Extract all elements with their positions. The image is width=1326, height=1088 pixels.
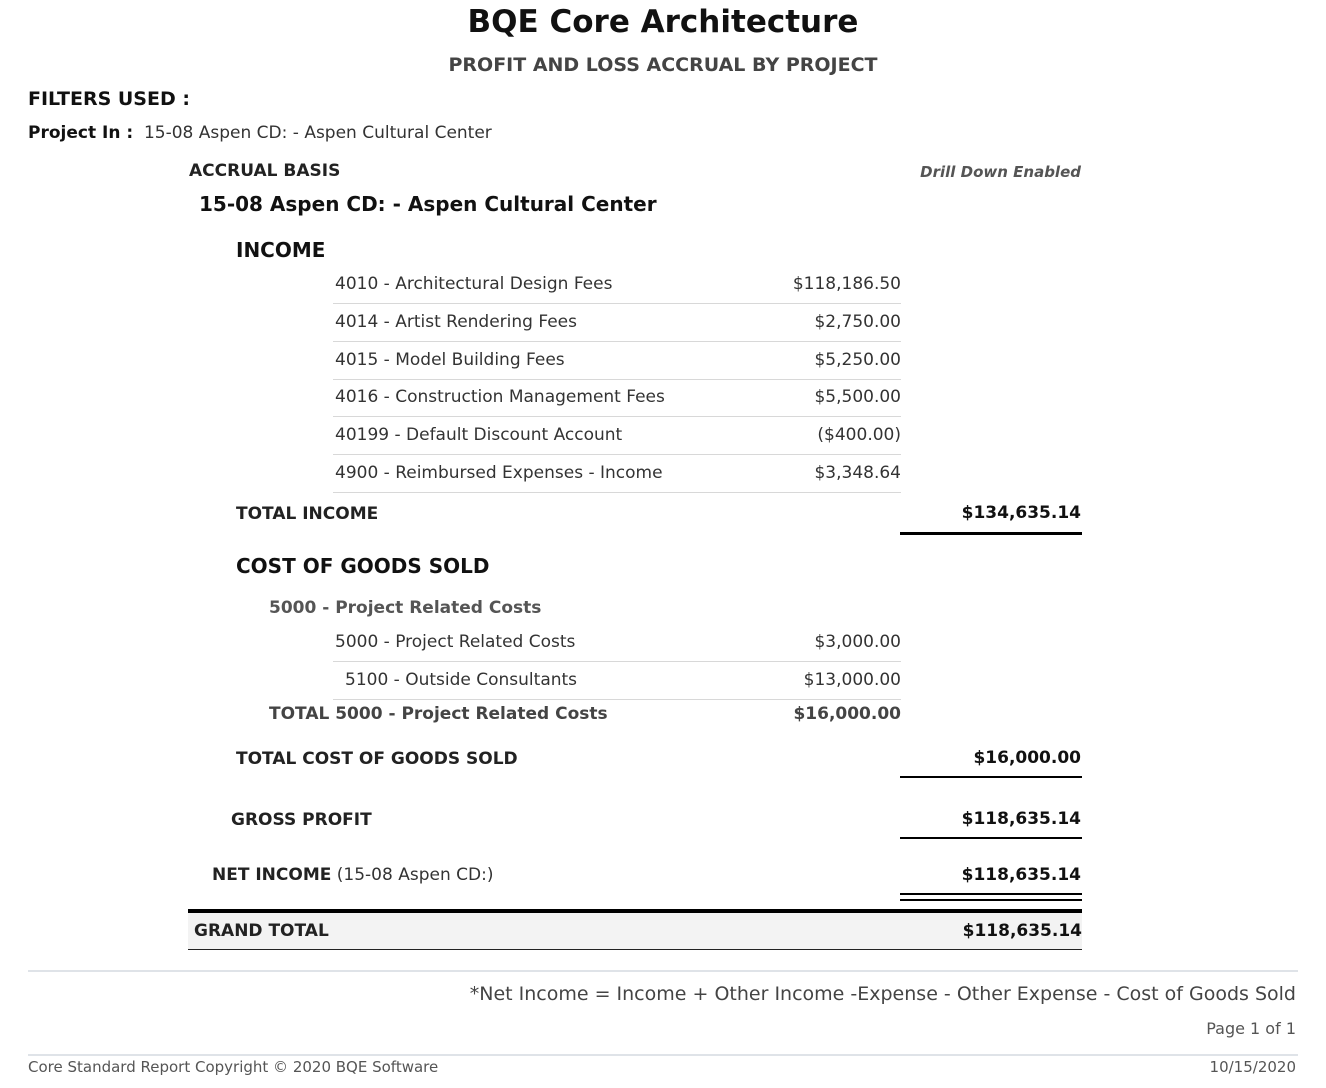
grand-total-label: GRAND TOTAL — [194, 921, 329, 941]
account-amount[interactable]: $13,000.00 — [803, 670, 901, 690]
account-amount[interactable]: $5,250.00 — [814, 350, 901, 370]
gross-profit-label: GROSS PROFIT — [231, 810, 372, 830]
report-title: PROFIT AND LOSS ACCRUAL BY PROJECT — [448, 54, 878, 76]
total-income-label: TOTAL INCOME — [236, 504, 379, 524]
account-label[interactable]: 5100 - Outside Consultants — [345, 670, 578, 690]
accrual-basis-label: ACCRUAL BASIS — [189, 161, 341, 181]
drill-down-indicator: Drill Down Enabled — [920, 163, 1081, 181]
footer-divider — [28, 970, 1298, 972]
account-label[interactable]: 5000 - Project Related Costs — [335, 632, 576, 652]
account-amount[interactable]: $3,000.00 — [814, 632, 901, 652]
account-amount[interactable]: $2,750.00 — [814, 312, 901, 332]
net-income-project: (15-08 Aspen CD:) — [336, 865, 494, 885]
account-amount[interactable]: $3,348.64 — [814, 463, 901, 483]
income-row[interactable] — [333, 342, 901, 380]
net-income-rule-top — [900, 893, 1082, 895]
project-heading[interactable]: 15-08 Aspen CD: - Aspen Cultural Center — [199, 192, 657, 216]
income-row[interactable] — [333, 266, 901, 304]
gross-profit-amount[interactable]: $118,635.14 — [961, 809, 1081, 829]
account-label[interactable]: 4900 - Reimbursed Expenses - Income — [335, 463, 663, 483]
filters-label: FILTERS USED : — [28, 88, 190, 110]
copyright-text: Core Standard Report Copyright © 2020 BQE Software — [28, 1058, 439, 1076]
company-name: BQE Core Architecture — [467, 4, 859, 40]
income-row[interactable] — [333, 455, 901, 493]
account-amount[interactable]: $118,186.50 — [792, 274, 901, 294]
footer-bottom-divider — [28, 1054, 1298, 1056]
project-filter — [28, 123, 492, 143]
net-income-rule-bottom — [900, 899, 1082, 901]
account-label[interactable]: 4010 - Architectural Design Fees — [335, 274, 613, 294]
account-label[interactable]: 40199 - Default Discount Account — [335, 425, 623, 445]
cogs-group-heading[interactable]: 5000 - Project Related Costs — [269, 598, 542, 618]
grand-total-amount: $118,635.14 — [962, 921, 1082, 941]
total-income-rule — [900, 532, 1082, 535]
gross-profit-rule — [900, 837, 1082, 839]
cogs-group-total-label: TOTAL 5000 - Project Related Costs — [269, 704, 608, 724]
cogs-group-total-amount[interactable]: $16,000.00 — [793, 704, 901, 724]
total-cogs-rule — [900, 776, 1082, 778]
project-filter-label: Project In : — [28, 123, 134, 143]
net-income-label: NET INCOME — [212, 865, 332, 885]
project-filter-value: 15-08 Aspen CD: - Aspen Cultural Center — [143, 123, 492, 143]
income-row[interactable] — [333, 417, 901, 455]
total-cogs-amount[interactable]: $16,000.00 — [973, 748, 1081, 768]
account-amount[interactable]: ($400.00) — [817, 425, 901, 445]
account-label[interactable]: 4015 - Model Building Fees — [335, 350, 565, 370]
income-row[interactable] — [333, 380, 901, 417]
cogs-row[interactable] — [333, 662, 901, 700]
total-income-amount[interactable]: $134,635.14 — [961, 503, 1081, 523]
net-income-footnote: *Net Income = Income + Other Income -Expense - Other Expense - Cost of Goods Sold — [469, 983, 1296, 1005]
total-cogs-label: TOTAL COST OF GOODS SOLD — [236, 749, 518, 769]
income-heading: INCOME — [236, 238, 326, 262]
cogs-row[interactable] — [333, 624, 901, 662]
account-label[interactable]: 4016 - Construction Management Fees — [335, 387, 665, 407]
account-label[interactable]: 4014 - Artist Rendering Fees — [335, 312, 577, 332]
page-number: Page 1 of 1 — [1206, 1019, 1296, 1038]
net-income-amount[interactable]: $118,635.14 — [961, 865, 1081, 885]
account-amount[interactable]: $5,500.00 — [814, 387, 901, 407]
report-date: 10/15/2020 — [1209, 1058, 1296, 1076]
income-row[interactable] — [333, 304, 901, 342]
cogs-heading: COST OF GOODS SOLD — [236, 554, 490, 578]
grand-total-row — [188, 913, 1082, 950]
net-income-line — [212, 865, 493, 885]
